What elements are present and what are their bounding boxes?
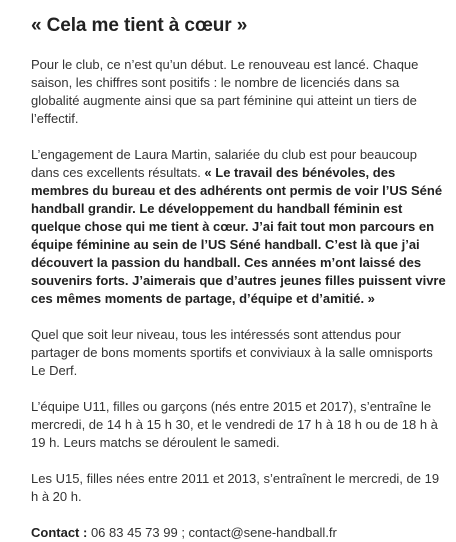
paragraph-u15-schedule: Les U15, filles nées entre 2011 et 2013, s’entraînent le mercredi, de 19 h à 20 h. bbox=[31, 471, 440, 504]
contact-label: Contact : bbox=[31, 525, 88, 540]
section-heading: « Cela me tient à cœur » bbox=[31, 15, 248, 36]
quote-text: « Le travail des bénévoles, des membres du bureau et des adhérents ont permis de voir l’US Séné handball grandir. Le développement du handball féminin est quelque chose qui me tient à cœur. J’ai fait tout mon parcours en équipe féminine au sein de l’US Séné handball. C’est là que j’ai découvert la passion du handball. Ces années m’ont laissé des souvenirs forts. J’aimerais que d’autres jeunes filles puissent vivre ces mêmes moments de partage, d’équipe et d’amitié. » bbox=[31, 165, 446, 306]
paragraph-laura-martin bbox=[31, 146, 446, 308]
paragraph-club-growth: Pour le club, ce n’est qu’un début. Le renouveau est lancé. Chaque saison, les chiffres sont positifs : le nombre de licenciés dans sa globalité augmente ainsi que sa part féminine qui atteint un tiers de l’effectif. bbox=[31, 57, 419, 126]
paragraph-u11-schedule: L’équipe U11, filles ou garçons (nés entre 2015 et 2017), s’entraîne le mercredi, de 14 h à 15 h 30, et le vendredi de 17 h à 18 h ou de 18 h à 19 h. Leurs matchs se déroulent le samedi. bbox=[31, 399, 438, 450]
paragraph-invitation: Quel que soit leur niveau, tous les intéressés sont attendus pour partager de bons moments sportifs et conviviaux à la salle omnisports Le Derf. bbox=[31, 327, 433, 378]
contact-details: 06 83 45 73 99 ; contact@sene-handball.fr bbox=[87, 525, 337, 540]
paragraph-intro-text: L’engagement de Laura Martin, salariée du club est pour beaucoup dans ces excellents résultats. bbox=[31, 147, 417, 180]
contact-line bbox=[31, 524, 446, 542]
